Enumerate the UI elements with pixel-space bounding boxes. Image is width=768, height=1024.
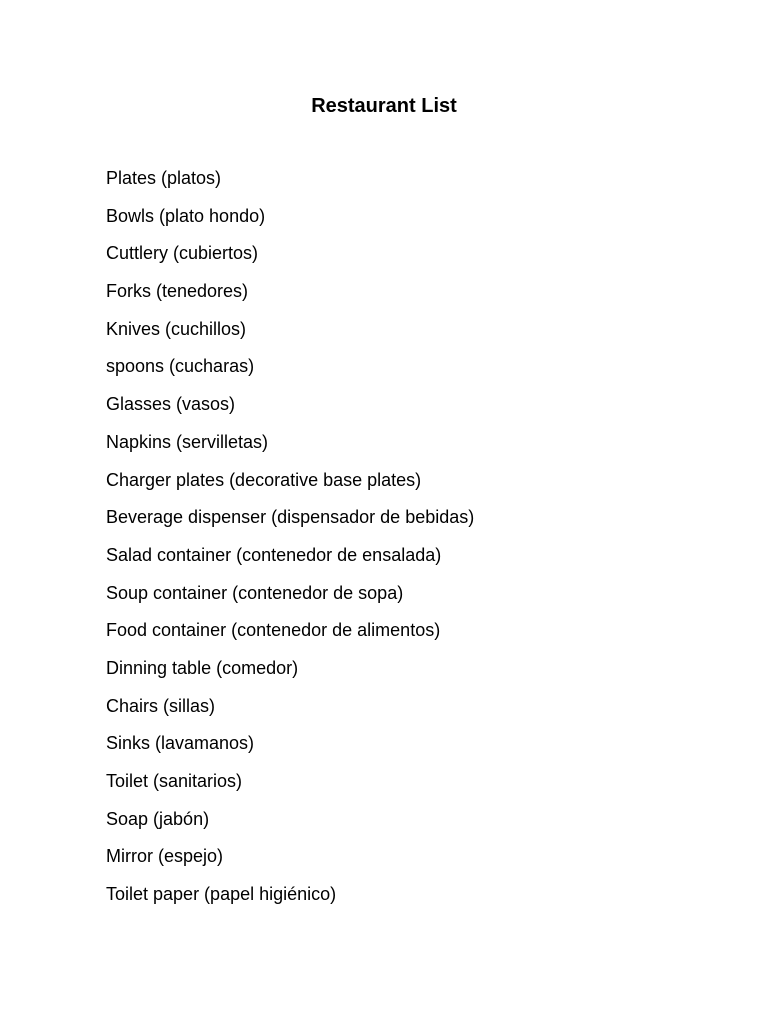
list-item: Glasses (vasos) xyxy=(106,394,236,415)
list-item: Bowls (plato hondo) xyxy=(106,205,266,226)
list-item: Dinning table (comedor) xyxy=(106,657,299,678)
list-item: Mirror (espejo) xyxy=(106,846,224,867)
list-item: Soup container (contenedor de sopa) xyxy=(106,582,404,603)
page-title: Restaurant List xyxy=(311,95,457,117)
list-item: Forks (tenedores) xyxy=(106,281,249,302)
list-item: Sinks (lavamanos) xyxy=(106,733,255,754)
item-list xyxy=(106,160,474,914)
list-item: Charger plates (decorative base plates) xyxy=(106,469,422,490)
list-item: Plates (platos) xyxy=(106,168,222,188)
list-item: Knives (cuchillos) xyxy=(106,318,247,339)
list-item: Beverage dispenser (dispensador de bebidas) xyxy=(106,507,475,528)
list-item: Toilet paper (papel higiénico) xyxy=(106,884,337,905)
list-item: Food container (contenedor de alimentos) xyxy=(106,620,441,641)
list-item: Soap (jabón) xyxy=(106,808,210,829)
list-item: Napkins (servilletas) xyxy=(106,431,269,452)
list-item: Salad container (contenedor de ensalada) xyxy=(106,544,442,565)
list-item: Chairs (sillas) xyxy=(106,695,216,716)
list-item: Cuttlery (cubiertos) xyxy=(106,243,259,264)
list-item: spoons (cucharas) xyxy=(106,356,255,377)
list-item: Toilet (sanitarios) xyxy=(106,771,243,791)
